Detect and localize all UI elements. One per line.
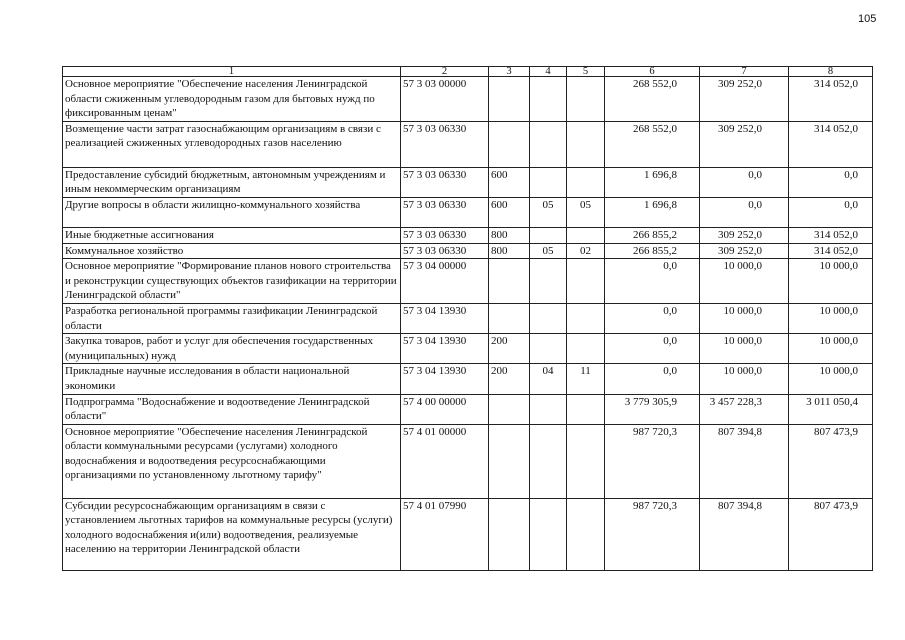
row-code-cell: 57 4 00 00000 [401, 394, 489, 424]
row-col4-cell [530, 121, 567, 167]
row-code-cell: 57 3 03 06330 [401, 227, 489, 243]
table-row [63, 424, 873, 498]
row-name-cell: Другие вопросы в области жилищно-коммунального хозяйства [63, 197, 401, 227]
header-cell: 4 [530, 67, 567, 77]
row-code-cell: 57 3 03 06330 [401, 197, 489, 227]
row-value6-cell: 0,0 [605, 259, 700, 304]
row-value7-cell: 807 394,8 [700, 498, 789, 570]
row-value8-cell: 314 052,0 [789, 227, 873, 243]
row-col5-cell [567, 77, 605, 122]
row-col3-cell: 600 [489, 197, 530, 227]
table-row [63, 167, 873, 197]
row-value8-cell: 0,0 [789, 197, 873, 227]
row-col4-cell: 05 [530, 197, 567, 227]
row-value6-cell: 266 855,2 [605, 227, 700, 243]
row-col4-cell [530, 227, 567, 243]
row-value7-cell: 0,0 [700, 197, 789, 227]
table-row [63, 303, 873, 333]
header-cell: 3 [489, 67, 530, 77]
row-value7-cell: 309 252,0 [700, 121, 789, 167]
row-value7-cell: 3 457 228,3 [700, 394, 789, 424]
row-col3-cell [489, 424, 530, 498]
row-col5-cell [567, 334, 605, 364]
row-col5-cell: 05 [567, 197, 605, 227]
row-col5-cell: 02 [567, 243, 605, 259]
row-value7-cell: 0,0 [700, 167, 789, 197]
row-value6-cell: 268 552,0 [605, 121, 700, 167]
row-col4-cell [530, 167, 567, 197]
row-code-cell: 57 3 04 00000 [401, 259, 489, 304]
header-cell: 5 [567, 67, 605, 77]
row-value8-cell: 314 052,0 [789, 243, 873, 259]
row-value7-cell: 807 394,8 [700, 424, 789, 498]
row-col4-cell: 05 [530, 243, 567, 259]
header-cell: 2 [401, 67, 489, 77]
row-value6-cell: 987 720,3 [605, 424, 700, 498]
row-col3-cell: 200 [489, 334, 530, 364]
row-value8-cell: 3 011 050,4 [789, 394, 873, 424]
row-code-cell: 57 3 03 06330 [401, 243, 489, 259]
row-value8-cell: 0,0 [789, 167, 873, 197]
row-col5-cell [567, 259, 605, 304]
row-value6-cell: 3 779 305,9 [605, 394, 700, 424]
header-cell: 6 [605, 67, 700, 77]
row-value6-cell: 1 696,8 [605, 197, 700, 227]
row-code-cell: 57 3 03 06330 [401, 121, 489, 167]
row-col5-cell [567, 227, 605, 243]
row-col3-cell: 600 [489, 167, 530, 197]
row-value7-cell: 10 000,0 [700, 364, 789, 394]
row-value8-cell: 807 473,9 [789, 424, 873, 498]
row-value7-cell: 309 252,0 [700, 227, 789, 243]
row-name-cell: Предоставление субсидий бюджетным, автономным учреждениям и иным некоммерческим организациям [63, 167, 401, 197]
row-col4-cell [530, 424, 567, 498]
row-value7-cell: 10 000,0 [700, 334, 789, 364]
row-value8-cell: 807 473,9 [789, 498, 873, 570]
row-value8-cell: 10 000,0 [789, 334, 873, 364]
row-col3-cell [489, 394, 530, 424]
row-value8-cell: 314 052,0 [789, 77, 873, 122]
row-col3-cell: 800 [489, 243, 530, 259]
table-row [63, 243, 873, 259]
row-name-cell: Субсидии ресурсоснабжающим организациям в связи с установлением льготных тарифов на коммунальные ресурсы (услуги) холодного водоснабжения и(или) водоотведения, реализуемые населению на территории Ленинградской области [63, 498, 401, 570]
row-col5-cell [567, 424, 605, 498]
page-number: 105 [858, 13, 877, 25]
row-value7-cell: 309 252,0 [700, 77, 789, 122]
row-value7-cell: 309 252,0 [700, 243, 789, 259]
row-value7-cell: 10 000,0 [700, 259, 789, 304]
row-value8-cell: 10 000,0 [789, 259, 873, 304]
row-col4-cell [530, 303, 567, 333]
table-row [63, 498, 873, 570]
row-col4-cell [530, 498, 567, 570]
row-col5-cell [567, 394, 605, 424]
row-col3-cell [489, 77, 530, 122]
table-header-row [63, 67, 873, 77]
row-col4-cell [530, 259, 567, 304]
row-code-cell: 57 3 04 13930 [401, 303, 489, 333]
row-col3-cell [489, 259, 530, 304]
row-name-cell: Возмещение части затрат газоснабжающим организациям в связи с реализацией сжиженных углеводородных газов населению [63, 121, 401, 167]
row-col4-cell [530, 77, 567, 122]
row-value6-cell: 987 720,3 [605, 498, 700, 570]
row-value6-cell: 0,0 [605, 303, 700, 333]
row-col3-cell [489, 303, 530, 333]
row-value7-cell: 10 000,0 [700, 303, 789, 333]
row-col5-cell [567, 498, 605, 570]
table-row [63, 77, 873, 122]
row-code-cell: 57 4 01 07990 [401, 498, 489, 570]
budget-table [62, 66, 873, 571]
row-name-cell: Основное мероприятие "Обеспечение населения Ленинградской области сжиженным углеводородным газом для бытовых нужд по фиксированным ценам" [63, 77, 401, 122]
row-name-cell: Основное мероприятие "Обеспечение населения Ленинградской области коммунальными ресурсами (услугами) холодного водоснабжения и водоотведения ресурсоснабжающими организациями по установленному льготному тарифу" [63, 424, 401, 498]
table-row [63, 364, 873, 394]
row-code-cell: 57 3 04 13930 [401, 364, 489, 394]
row-value6-cell: 0,0 [605, 364, 700, 394]
row-col4-cell: 04 [530, 364, 567, 394]
row-code-cell: 57 4 01 00000 [401, 424, 489, 498]
header-cell: 8 [789, 67, 873, 77]
table-row [63, 121, 873, 167]
row-code-cell: 57 3 04 13930 [401, 334, 489, 364]
row-name-cell: Основное мероприятие "Формирование планов нового строительства и реконструкции существующих объектов газификации на территории Ленинградской области" [63, 259, 401, 304]
row-col5-cell [567, 167, 605, 197]
row-code-cell: 57 3 03 00000 [401, 77, 489, 122]
row-col3-cell [489, 121, 530, 167]
table-row [63, 197, 873, 227]
header-cell: 7 [700, 67, 789, 77]
row-name-cell: Подпрограмма "Водоснабжение и водоотведение Ленинградской области" [63, 394, 401, 424]
table-row [63, 259, 873, 304]
row-value8-cell: 314 052,0 [789, 121, 873, 167]
row-name-cell: Коммунальное хозяйство [63, 243, 401, 259]
row-name-cell: Прикладные научные исследования в области национальной экономики [63, 364, 401, 394]
row-value6-cell: 0,0 [605, 334, 700, 364]
table-row [63, 334, 873, 364]
row-col5-cell: 11 [567, 364, 605, 394]
row-value6-cell: 268 552,0 [605, 77, 700, 122]
row-col4-cell [530, 394, 567, 424]
row-name-cell: Разработка региональной программы газификации Ленинградской области [63, 303, 401, 333]
table-row [63, 227, 873, 243]
row-col5-cell [567, 121, 605, 167]
row-value8-cell: 10 000,0 [789, 364, 873, 394]
row-name-cell: Закупка товаров, работ и услуг для обеспечения государственных (муниципальных) нужд [63, 334, 401, 364]
row-value6-cell: 266 855,2 [605, 243, 700, 259]
row-col5-cell [567, 303, 605, 333]
table-row [63, 394, 873, 424]
row-value6-cell: 1 696,8 [605, 167, 700, 197]
row-col4-cell [530, 334, 567, 364]
row-col3-cell: 200 [489, 364, 530, 394]
row-col3-cell: 800 [489, 227, 530, 243]
row-value8-cell: 10 000,0 [789, 303, 873, 333]
header-cell: 1 [63, 67, 401, 77]
row-code-cell: 57 3 03 06330 [401, 167, 489, 197]
row-name-cell: Иные бюджетные ассигнования [63, 227, 401, 243]
row-col3-cell [489, 498, 530, 570]
